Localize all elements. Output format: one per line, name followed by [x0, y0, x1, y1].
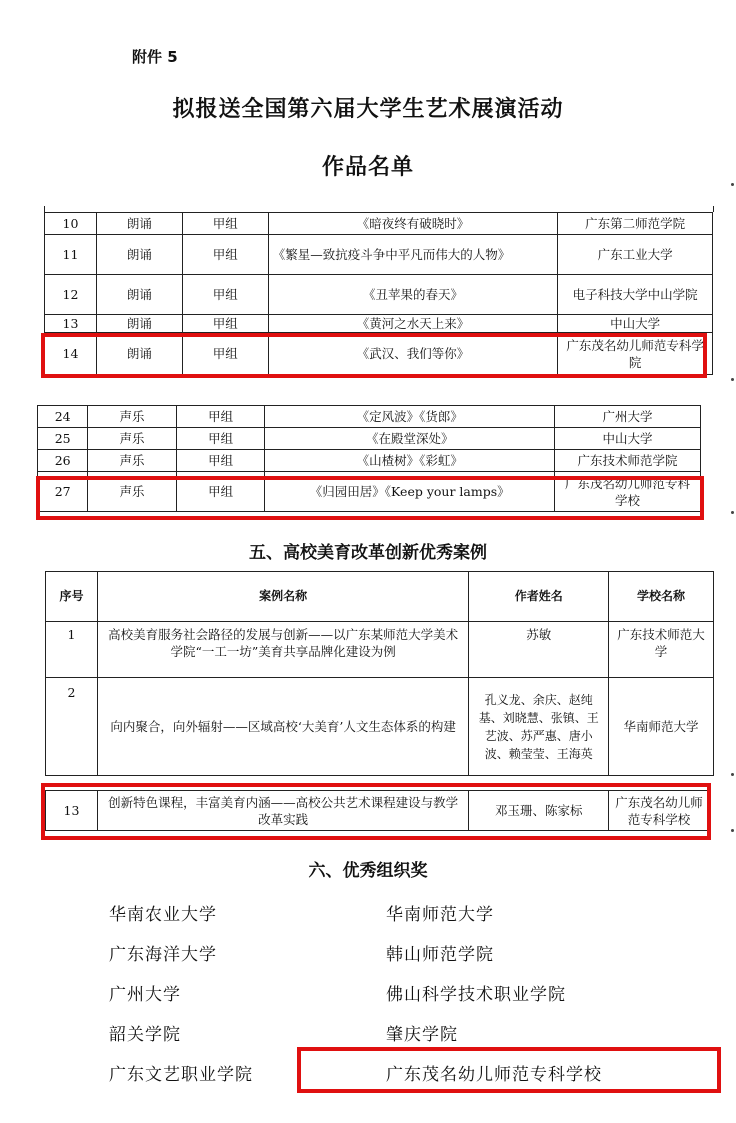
cases-table: [45, 571, 714, 776]
table-row: [38, 450, 701, 472]
row-school: 电子科技大学中山学院: [558, 275, 713, 315]
award-school: 佛山科学技术职业学院: [386, 985, 566, 1005]
header-no: 序号: [46, 572, 98, 622]
row-name: 创新特色课程，丰富美育内涵——高校公共艺术课程建设与教学改革实践: [97, 791, 468, 831]
row-work: 《在殿堂深处》: [265, 428, 555, 450]
table-row: [45, 315, 713, 333]
row-name: 向内聚合，向外辐射——区域高校‘大美育’人文生态体系的构建: [97, 678, 468, 776]
section-heading-cases: 五、高校美育改革创新优秀案例: [249, 543, 487, 563]
row-school: 广州大学: [555, 406, 701, 428]
row-school: 广东茂名幼儿师范专科学校: [555, 472, 701, 512]
row-group: 甲组: [182, 315, 268, 333]
highlight-box: [41, 783, 711, 840]
row-no: 10: [45, 213, 97, 235]
row-no: 25: [38, 428, 88, 450]
row-author: 邓玉珊、陈家标: [469, 791, 609, 831]
award-school: 广东文艺职业学院: [109, 1065, 253, 1085]
section-heading-awards: 六、优秀组织奖: [308, 861, 428, 881]
row-school: 广东第二师范学院: [558, 213, 713, 235]
row-no: 13: [46, 791, 98, 831]
edge-mark: [731, 378, 734, 381]
highlight-box: [36, 476, 704, 520]
table-row: [45, 235, 713, 275]
row-school: 广东茂名幼儿师范专科学校: [609, 791, 710, 831]
row-type: 朗诵: [96, 333, 182, 375]
row-group: 甲组: [182, 235, 268, 275]
row-school: 中山大学: [558, 315, 713, 333]
row-no: 24: [38, 406, 88, 428]
edge-mark: [731, 773, 734, 776]
table-header-row: [46, 572, 714, 622]
row-school: 广东工业大学: [558, 235, 713, 275]
row-type: 声乐: [88, 450, 177, 472]
row-type: 朗诵: [96, 275, 182, 315]
row-work: 《黄河之水天上来》: [268, 315, 558, 333]
row-group: 甲组: [176, 406, 265, 428]
award-school: 华南师范大学: [386, 905, 494, 925]
table-row: [45, 213, 713, 235]
row-group: 甲组: [182, 275, 268, 315]
row-no: 2: [46, 678, 98, 776]
row-type: 声乐: [88, 406, 177, 428]
row-work: 《暗夜终有破晓时》: [268, 213, 558, 235]
table-row: [45, 275, 713, 315]
highlight-box: [41, 333, 707, 378]
edge-mark: [731, 829, 734, 832]
row-work: 《武汉、我们等你》: [268, 333, 558, 375]
edge-mark: [731, 183, 734, 186]
header-name: 案例名称: [97, 572, 468, 622]
table-row: [38, 428, 701, 450]
row-no: 13: [45, 315, 97, 333]
award-school: 华南农业大学: [109, 905, 217, 925]
row-no: 27: [38, 472, 88, 512]
row-type: 朗诵: [96, 315, 182, 333]
table-row: [46, 622, 714, 678]
row-work: 《丑苹果的春天》: [268, 275, 558, 315]
highlight-box: [297, 1047, 721, 1093]
award-school: 广州大学: [109, 985, 181, 1005]
header-author: 作者姓名: [469, 572, 609, 622]
row-school: 华南师范大学: [609, 678, 714, 776]
row-work: 《山楂树》《彩虹》: [265, 450, 555, 472]
row-group: 甲组: [176, 428, 265, 450]
table-row: [46, 678, 714, 776]
row-group: 甲组: [176, 450, 265, 472]
row-work: 《繁星—致抗疫斗争中平凡而伟大的人物》: [268, 235, 558, 275]
award-school: 广东海洋大学: [109, 945, 217, 965]
row-type: 朗诵: [96, 213, 182, 235]
row-no: 11: [45, 235, 97, 275]
row-school: 广东茂名幼儿师范专科学院: [558, 333, 713, 375]
row-group: 甲组: [176, 472, 265, 512]
edge-mark: [731, 511, 734, 514]
table-row: [38, 406, 701, 428]
row-type: 声乐: [88, 472, 177, 512]
row-no: 1: [46, 622, 98, 678]
row-group: 甲组: [182, 213, 268, 235]
page-subtitle: 作品名单: [321, 155, 414, 180]
row-name: 高校美育服务社会路径的发展与创新——以广东某师范大学美术学院“一工一坊”美育共享品牌化建设为例: [97, 622, 468, 678]
award-school: 肇庆学院: [386, 1025, 458, 1045]
row-no: 12: [45, 275, 97, 315]
row-school: 中山大学: [555, 428, 701, 450]
row-type: 朗诵: [96, 235, 182, 275]
row-no: 26: [38, 450, 88, 472]
row-author: 孔义龙、余庆、赵纯基、刘晓慧、张镇、王艺波、苏严惠、唐小波、赖莹莹、王海英: [469, 678, 609, 776]
award-school: 韶关学院: [109, 1025, 181, 1045]
row-type: 声乐: [88, 428, 177, 450]
row-author: 苏敏: [469, 622, 609, 678]
row-work: 《归园田居》《Keep your lamps》: [265, 472, 555, 512]
row-no: 14: [45, 333, 97, 375]
row-school: 广东技术师范学院: [555, 450, 701, 472]
header-school: 学校名称: [609, 572, 714, 622]
award-school: 韩山师范学院: [386, 945, 494, 965]
page-title: 拟报送全国第六届大学生艺术展演活动: [172, 97, 564, 122]
award-school: 广东茂名幼儿师范专科学校: [386, 1065, 602, 1085]
row-school: 广东技术师范大学: [609, 622, 714, 678]
row-group: 甲组: [182, 333, 268, 375]
attachment-label: 附件 5: [132, 48, 178, 66]
row-work: 《定风波》《货郎》: [265, 406, 555, 428]
